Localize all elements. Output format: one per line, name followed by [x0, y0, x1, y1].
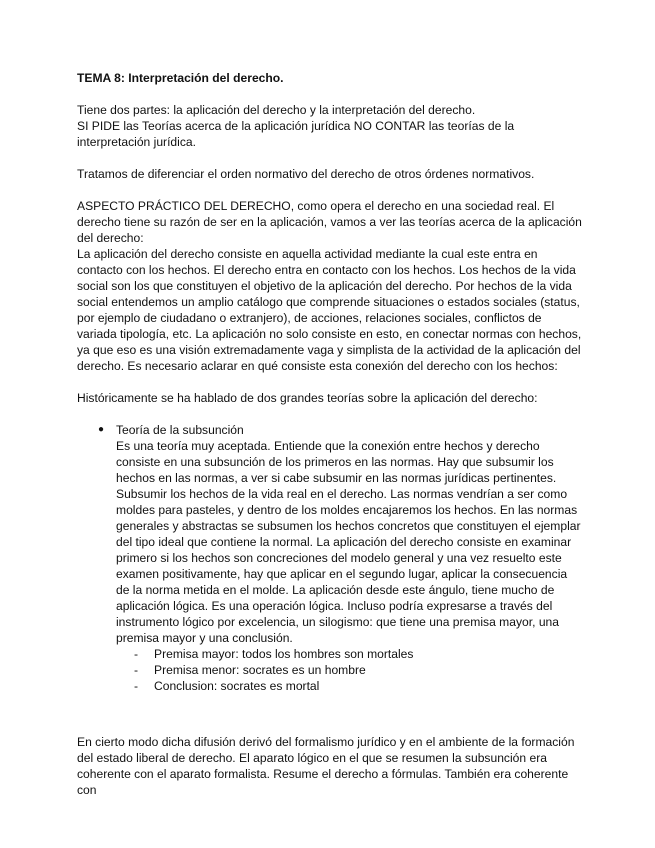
list-item [116, 662, 582, 678]
paragraph-aplicacion: La aplicación del derecho consiste en aquella actividad mediante la cual este entra en contacto con los hechos. El derecho entra en contacto con los hechos. Los hechos de la vida social son los que constituyen el objetivo de la aplicación del derecho. Por hechos de la vida social entendemos un amplio catálogo que comprende situaciones o estados sociales (status, por ejemplo de ciudadano o extranjero), de acciones, relaciones sociales, conflictos de variada tipología, etc. La aplicación no solo consiste en esto, en conectar normas con hechos, ya que eso es una visión extremadamente vaga y simplista de la actividad de la aplicación del derecho. Es necesario aclarar en qué consiste esta conexión del derecho con los hechos: [77, 247, 582, 373]
list-item [116, 678, 582, 694]
dash-icon: - [134, 663, 139, 677]
bullet-heading: Teoría de la subsunción [116, 423, 244, 437]
bullet-icon: ● [98, 424, 105, 435]
paragraph-historico: Históricamente se ha hablado de dos grandes teorías sobre la aplicación del derecho: [77, 391, 538, 405]
paragraph-orden-normativo: Tratamos de diferenciar el orden normativo del derecho de otros órdenes normativos. [77, 167, 535, 181]
document-title: TEMA 8: Interpretación del derecho. [77, 71, 284, 85]
theories-list [77, 422, 582, 694]
dash-icon: - [134, 647, 139, 661]
premise-menor: Premisa menor: socrates es un hombre [154, 663, 366, 677]
conclusion: Conclusion: socrates es mortal [154, 679, 320, 693]
paragraph-aspecto-practico: ASPECTO PRÁCTICO DEL DERECHO, como opera el derecho en una sociedad real. El derecho tiene su razón de ser en la aplicación, vamos a ver las teorías acerca de la aplicación del derecho: [77, 199, 582, 245]
intro-line-1: Tiene dos partes: la aplicación del derecho y la interpretación del derecho. [77, 103, 476, 117]
list-item [77, 422, 582, 694]
paragraph-final: En cierto modo dicha difusión derivó del formalismo jurídico y en el ambiente de la formación del estado liberal de derecho. El aparato lógico en el que se resumen la subsunción era coherente con el aparato formalista. Resume el derecho a fórmulas. También era coherente con [77, 735, 575, 797]
bullet-body: Es una teoría muy aceptada. Entiende que la conexión entre hechos y derecho consiste en una subsunción de los primeros en las normas. Hay que subsumir los hechos en las normas, a ver si cabe subsumir en las normas jurídicas pertinentes. Subsumir los hechos de la vida real en el derecho. Las normas vendrían a ser como moldes para pasteles, y dentro de los moldes encajaremos los hechos. En las normas generales y abstractas se subsumen los hechos concretos que constituyen el ejemplar del tipo ideal que contiene la normal. La aplicación del derecho consiste en examinar primero si los hechos son concreciones del modelo general y una vez resuelto este examen positivamente, hay que aplicar en el segundo lugar, aplicar la consecuencia de la norma metida en el molde. La aplicación desde este ángulo, tiene mucho de aplicación lógica. Es una operación lógica. Incluso podría expresarse a través del instrumento lógico por excelencia, un silogismo: que tiene una premisa mayor, una premisa mayor y una conclusión. [116, 439, 581, 645]
dash-icon: - [134, 679, 139, 693]
intro-line-2: SI PIDE las Teorías acerca de la aplicación jurídica NO CONTAR las teorías de la interpretación jurídica. [77, 119, 515, 149]
premise-mayor: Premisa mayor: todos los hombres son mortales [154, 647, 414, 661]
document-content [77, 70, 582, 798]
syllogism-list [116, 646, 582, 694]
list-item [116, 646, 582, 662]
